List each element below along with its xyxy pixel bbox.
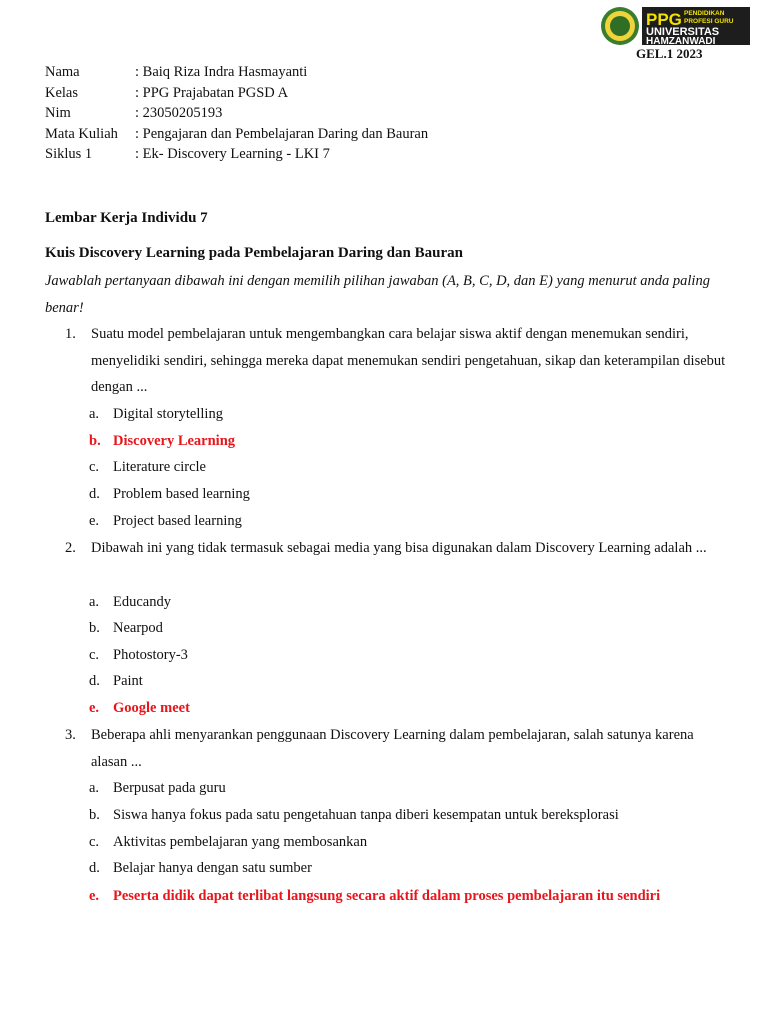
ppg-logo: [600, 5, 750, 47]
option: [89, 802, 619, 829]
option: [89, 642, 188, 669]
option-correct: [89, 428, 235, 455]
option: [89, 508, 242, 535]
info-label: Nama: [45, 64, 80, 80]
question-number: 2.: [65, 540, 76, 556]
info-row-name: [45, 62, 428, 83]
option-text: Discovery Learning: [113, 433, 236, 449]
option: [89, 775, 226, 802]
info-row-course: [45, 124, 428, 145]
batch-label: GEL.1 2023: [636, 46, 703, 61]
logo-univ1-text: UNIVERSITAS: [646, 26, 720, 38]
option-text: Berpusat pada guru: [113, 780, 226, 796]
option-text: Educandy: [113, 594, 171, 610]
option-letter: a.: [89, 780, 100, 796]
logo-sub2-text: PROFESI GURU: [684, 18, 734, 25]
option-letter: b.: [89, 807, 100, 823]
question-3: [65, 722, 730, 775]
info-value: : PPG Prajabatan PGSD A: [135, 84, 289, 101]
option: [89, 829, 367, 856]
option-text: Literature circle: [113, 459, 206, 475]
quiz-title: Kuis Discovery Learning pada Pembelajaran Daring dan Bauran: [45, 245, 463, 261]
option: [89, 668, 143, 695]
option-letter: c.: [89, 834, 100, 850]
option-letter: c.: [89, 459, 100, 475]
question-text: Dibawah ini yang tidak termasuk sebagai media yang bisa digunakan dalam Discovery Learning adalah ...: [91, 540, 707, 556]
option-letter: e.: [89, 700, 100, 716]
instruction-text: Jawablah pertanyaan dibawah ini dengan memilih pilihan jawaban (A, B, C, D, dan E) yang menurut anda paling benar!: [45, 273, 710, 316]
info-value: : 23050205193: [135, 105, 223, 121]
info-row-cycle: [45, 144, 428, 165]
info-label: Kelas: [45, 84, 79, 101]
option: [89, 454, 206, 481]
option-letter: a.: [89, 594, 100, 610]
info-value: : Baiq Riza Indra Hasmayanti: [135, 64, 308, 80]
info-value: : Ek- Discovery Learning - LKI 7: [135, 146, 330, 162]
ppg-logo-graphic: [600, 5, 750, 47]
option-letter: c.: [89, 647, 100, 663]
option: [89, 589, 171, 616]
option-text: Project based learning: [113, 513, 242, 529]
info-row-class: [45, 83, 428, 104]
option-correct: [89, 695, 190, 722]
option-text: Digital storytelling: [113, 406, 223, 422]
option-text: Paint: [113, 673, 143, 689]
option-correct: [89, 883, 660, 910]
option-letter: d.: [89, 860, 100, 876]
option-letter: a.: [89, 406, 100, 422]
info-label: Mata Kuliah: [45, 125, 118, 142]
option: [89, 481, 250, 508]
option-letter: e.: [89, 888, 100, 904]
option-text: Photostory-3: [113, 647, 188, 663]
info-label: Siklus 1: [45, 146, 93, 162]
option-text: Google meet: [113, 700, 190, 716]
info-label: Nim: [45, 105, 71, 121]
option-letter: d.: [89, 486, 100, 502]
question-number: 3.: [65, 727, 76, 743]
option-text: Peserta didik dapat terlibat langsung secara aktif dalam proses pembelajaran itu sendiri: [113, 888, 661, 904]
question-number: 1.: [65, 326, 76, 342]
logo-univ2-text: HAMZANWADI: [646, 36, 716, 47]
logo-sub1-text: PENDIDIKAN: [684, 10, 725, 17]
question-text: Suatu model pembelajaran untuk mengembangkan cara belajar siswa aktif dengan menemukan sendiri, menyelidiki sendiri, sehingga mereka dapat menemukan sendiri pengetahuan, sikap dan keterampilan disebut dengan ...: [91, 326, 726, 396]
question-2: [65, 535, 730, 562]
option-text: Aktivitas pembelajaran yang membosankan: [113, 834, 368, 850]
logo-ppg-text: PPG: [646, 10, 682, 29]
option-text: Nearpod: [113, 620, 163, 636]
option-text: Belajar hanya dengan satu sumber: [113, 860, 312, 876]
option-letter: b.: [89, 433, 101, 449]
option-letter: d.: [89, 673, 100, 689]
student-info: [45, 62, 428, 165]
option-text: Problem based learning: [113, 486, 250, 502]
option: [89, 401, 223, 428]
info-value: : Pengajaran dan Pembelajaran Daring dan Bauran: [135, 125, 429, 142]
option-text: Siswa hanya fokus pada satu pengetahuan tanpa diberi kesempatan untuk bereksplorasi: [113, 807, 619, 823]
option: [89, 855, 312, 882]
question-1: [65, 321, 730, 401]
worksheet-title: Lembar Kerja Individu 7: [45, 210, 208, 226]
option-letter: b.: [89, 620, 100, 636]
option: [89, 615, 163, 642]
info-row-nim: [45, 103, 428, 124]
option-letter: e.: [89, 513, 100, 529]
question-text: Beberapa ahli menyarankan penggunaan Discovery Learning dalam pembelajaran, salah satunya karena alasan ...: [91, 727, 694, 770]
